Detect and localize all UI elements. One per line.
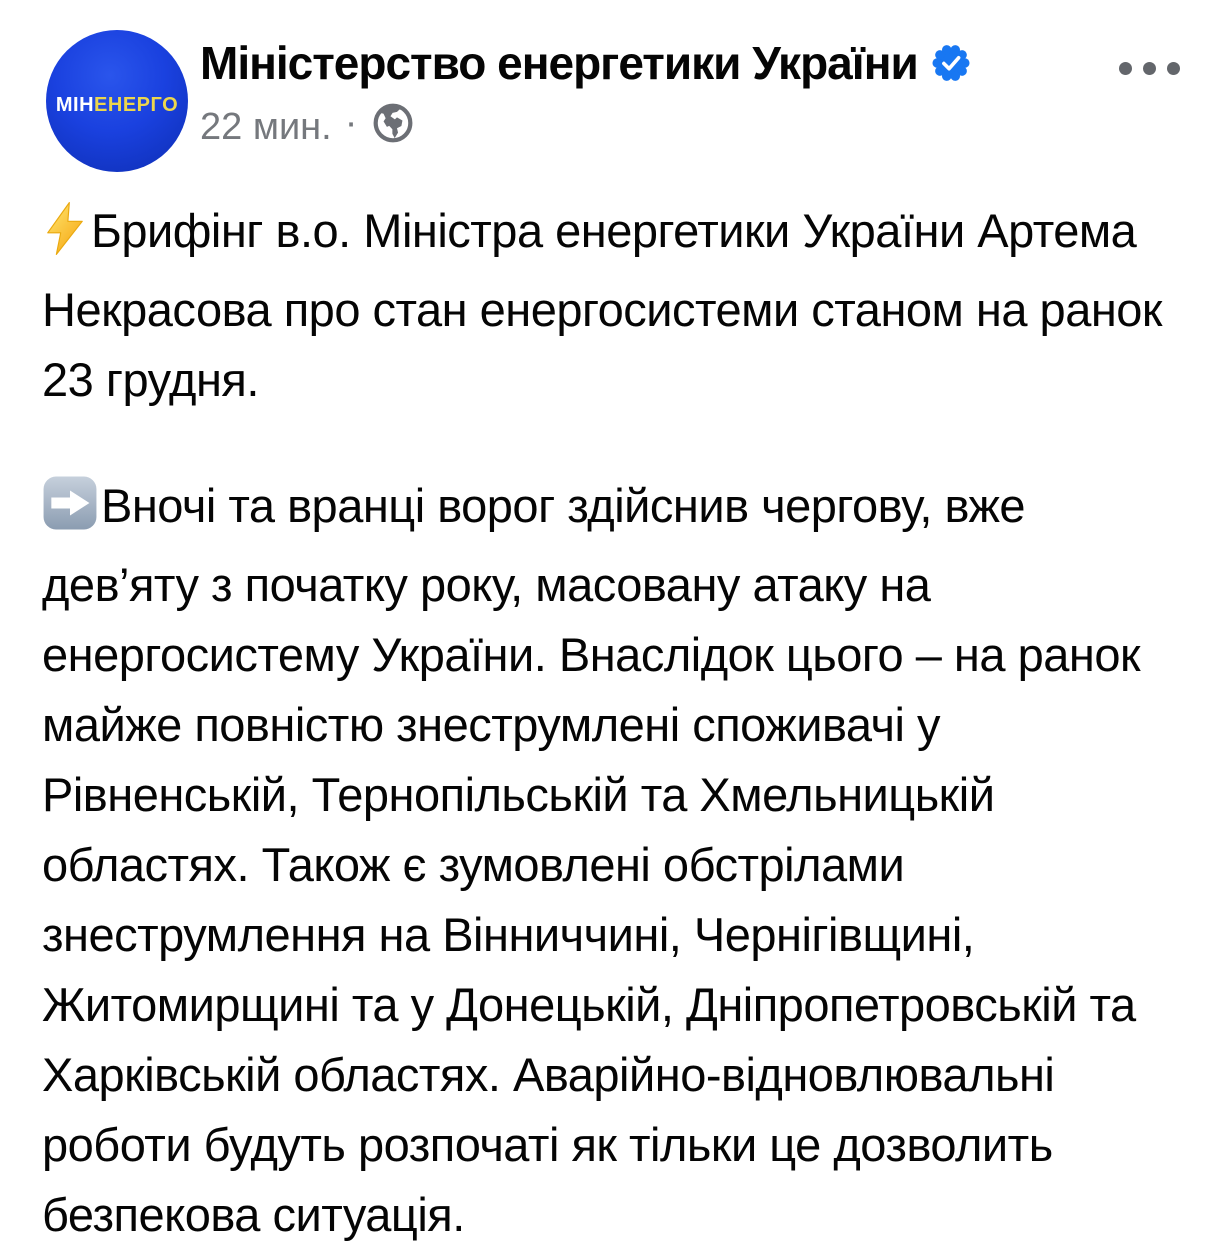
right-arrow-emoji <box>42 475 98 550</box>
post-paragraph-2-text: Вночі та вранці ворог здійснив чергову, вже дев’яту з початку року, масовану атаку на енергосистему України. Внаслідок цього – на ранок майже повністю знеструмлені споживачі у Рівненській, Тернопільській та Хмельницькій областях. Також є зумовлені обстрілами знеструмлення на Вінниччині, Чернігівщині, Житомирщині та у Донецькій, Дніпропетровській та Харківській областях. Аварійно-відновлювальні роботи будуть розпочаті як тільки це дозволить безпекова ситуація. <box>42 479 1141 1241</box>
header-info <box>200 30 970 154</box>
post-paragraph-2 <box>42 471 1182 1250</box>
avatar-logo-text-white: МІН <box>55 93 95 116</box>
lightning-emoji <box>42 201 88 275</box>
ellipsis-icon <box>1119 62 1180 75</box>
post-header <box>0 0 1220 172</box>
name-row <box>200 36 970 90</box>
avatar-logo-text <box>56 94 178 117</box>
post-text <box>0 172 1220 1250</box>
avatar[interactable] <box>46 30 188 172</box>
meta-row <box>200 100 970 154</box>
globe-icon <box>372 102 414 154</box>
post-paragraph-1-text: Брифінг в.о. Міністра енергетики України Артема Некрасова про стан енергосистеми станом на ранок 23 грудня. <box>42 204 1162 406</box>
page-name[interactable]: Міністерство енергетики України <box>200 37 918 89</box>
post-paragraph-1 <box>42 196 1182 415</box>
post-menu-button[interactable] <box>1115 54 1184 83</box>
meta-separator: · <box>344 101 358 144</box>
verified-badge-icon <box>932 44 970 87</box>
avatar-logo-text-yellow: ЕНЕРГО <box>94 93 179 116</box>
timestamp[interactable]: 22 мин. <box>200 105 332 148</box>
